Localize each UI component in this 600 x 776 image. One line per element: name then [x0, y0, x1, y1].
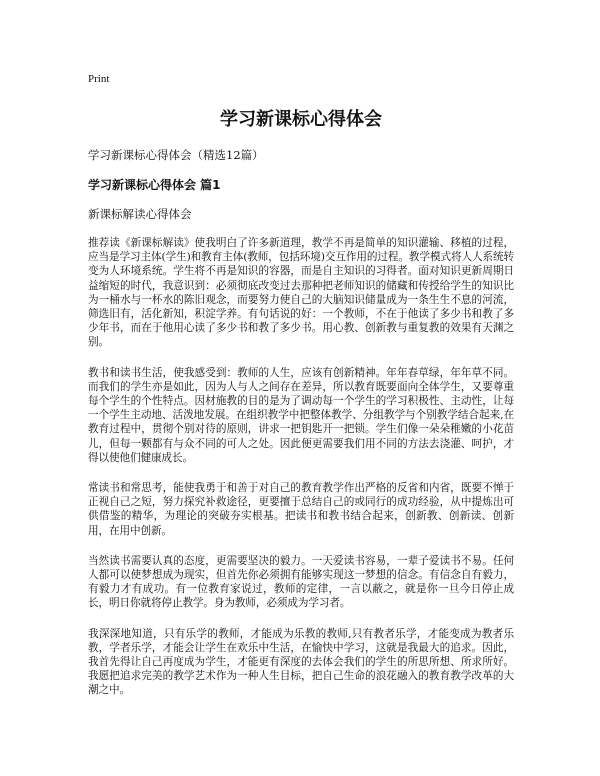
- paragraph-1: 推荐读《新课标解读》使我明白了许多新道理，教学不再是简单的知识灌输、移植的过程，应当是学习主体(学生)和教育主体(教师，包括环境)交互作用的过程。教学模式将人人系统转变为人环境系统。学生将不再是知识的容器，而是自主知识的习得者。面对知识更新周期日益缩短的时代，我意识到：必须彻底改变过去那种把老师知识的储藏和传授给学生的知识比为一桶水与一杯水的陈旧观念，而要努力使自己的大脑知识储量成为一条生生不息的河流，筛选旧有，活化新知，积淀学养。有句话说的好：一个教师，不在于他读了多少书和教了多少年书，而在于他用心读了多少书和教了多少书。用心教、创新教与重复教的效果有天渊之别。: [88, 237, 514, 349]
- paragraph-2: 教书和读书生活，使我感受到：教师的人生，应该有创新精神。年年春草绿，年年草不同。而我们的学生亦是如此，因为人与人之间存在差异，所以教育既要面向全体学生，又要尊重每个学生的个性特点。因材施教的目的是为了调动每一个学生的学习积极性、主动性，让每一个学生主动地、活泼地发展。在组织教学中把整体教学、分组教学与个别教学结合起来,在教育过程中，贯彻个别对待的原则，讲求一把钥匙开一把锁。学生们像一朵朵稚嫩的小花苗儿，但每一颗都有与众不同的可人之处。因此便更需要我们用不同的方法去浇灌、呵护，才得以使他们健康成长。: [88, 366, 514, 464]
- section-heading: 学习新课标心得体会 篇1: [88, 178, 221, 192]
- document-title: 学习新课标心得体会: [220, 109, 382, 130]
- print-label: Print: [88, 73, 110, 85]
- paragraph-4: 当然读书需要认真的态度，更需要坚决的毅力。一天爱读书容易，一辈子爱读书不易。任何人都可以使梦想成为现实，但首先你必须拥有能够实现这一梦想的信念。有信念自有毅力，有毅力才有成功。有一位教育家说过，教师的定律，一言以蔽之，就是你一旦今日停止成长，明日你就将停止教学。身为教师，必须成为学习者。: [88, 554, 514, 610]
- document-page: [88, 72, 514, 698]
- paragraph-5: 我深深地知道，只有乐学的教师，才能成为乐教的教师,只有教者乐学，才能变成为教者乐教，学者乐学，才能会让学生在欢乐中生活，在愉快中学习，这就是我最大的追求。因此，我首先得让自己再度成为学生，才能更有深度的去体会我们的学生的所思所想、所求所好。我愿把追求完美的教学艺术作为一种人生目标，把自己生命的浪花融入的教育教学改革的大潮之中。: [88, 627, 514, 697]
- section-subheading: 新课标解读心得体会: [88, 207, 192, 221]
- paragraph-3: 常读书和常思考，能使我勇于和善于对自己的教育教学作出严格的反省和内省，既要不惮于正视自己之短，努力探究补救途径，更要擅于总结自己的或同行的成功经验，从中提炼出可供借鉴的精华，为理论的突破夯实根基。把读书和教书结合起来，创新教、创新读、创新用，在用中创新。: [88, 482, 514, 537]
- document-subtitle: 学习新课标心得体会（精选12篇）: [88, 148, 264, 162]
